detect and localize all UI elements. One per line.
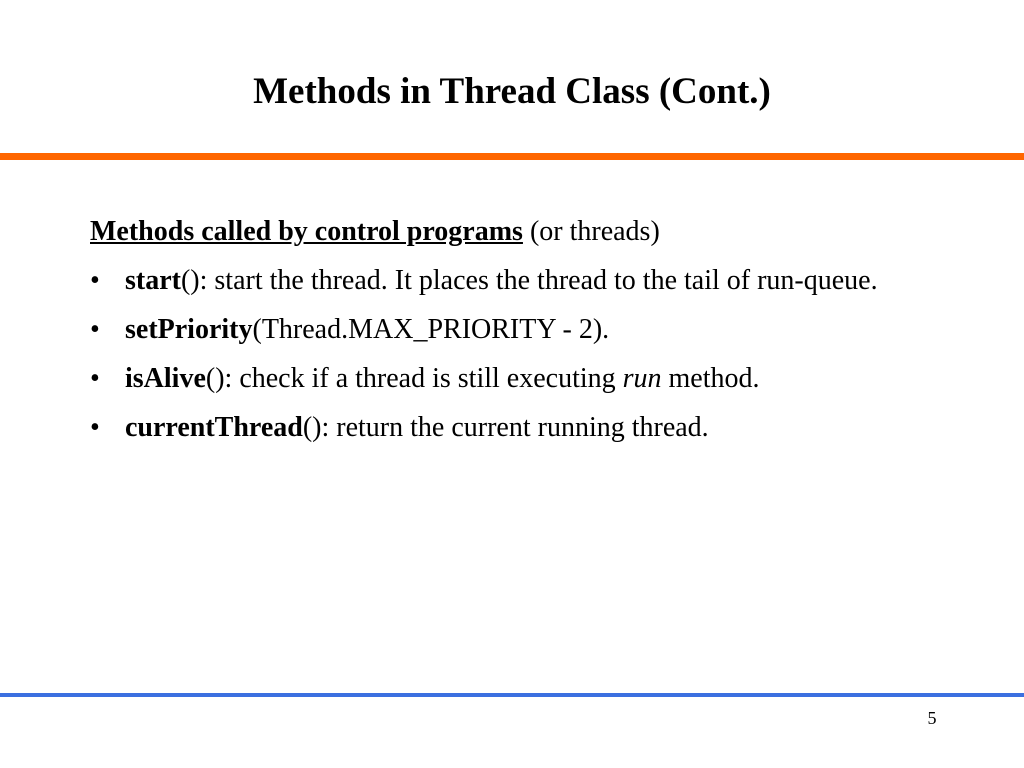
slide-body	[90, 212, 950, 457]
bottom-divider	[0, 693, 1024, 697]
list-item	[90, 359, 950, 399]
section-heading-rest: (or threads)	[522, 216, 660, 247]
method-list	[90, 261, 950, 448]
page-number: 5	[927, 708, 937, 728]
slide-title: Methods in Thread Class (Cont.)	[253, 71, 771, 112]
method-description: (Thread.MAX_PRIORITY - 2).	[252, 314, 610, 345]
list-item	[90, 261, 950, 301]
list-item	[90, 408, 950, 448]
method-name: currentThread	[125, 412, 303, 443]
method-description: (): start the thread. It places the thread to the tail of run-queue.	[180, 265, 878, 296]
method-name: isAlive	[125, 363, 206, 394]
section-heading	[90, 212, 950, 252]
bullet-icon: •	[90, 265, 100, 296]
method-description-italic: run	[622, 363, 662, 394]
top-divider	[0, 153, 1024, 160]
list-item	[90, 310, 950, 350]
bullet-icon: •	[90, 314, 100, 345]
section-heading-underlined: Methods called by control programs	[90, 216, 523, 247]
method-description: (): check if a thread is still executing	[205, 363, 623, 394]
method-name: start	[125, 265, 181, 296]
method-description: (): return the current running thread.	[302, 412, 709, 443]
method-description-end: method.	[661, 363, 760, 394]
method-name: setPriority	[125, 314, 253, 345]
bullet-icon: •	[90, 363, 100, 394]
bullet-icon: •	[90, 412, 100, 443]
